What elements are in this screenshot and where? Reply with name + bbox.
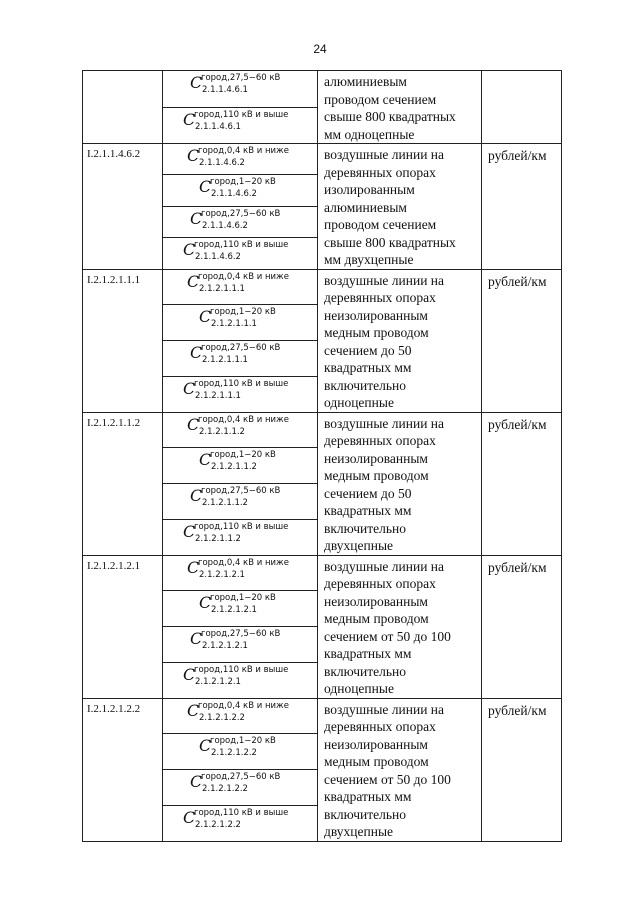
tariff-symbol: [163, 413, 317, 441]
tariff-symbol-cell: [163, 71, 318, 108]
tariff-symbol-cell: [163, 591, 318, 627]
description-line: одноцепные: [324, 395, 394, 410]
symbol-subscript: 2.1.2.1.2.2: [211, 748, 257, 759]
row-unit: [482, 71, 562, 144]
description-line: медным проводом: [324, 754, 429, 769]
symbol-subscript: 2.1.2.1.2.1: [199, 569, 245, 580]
symbol-subscript: 2.1.1.4.6.2: [195, 252, 241, 263]
tariff-symbol: [163, 484, 317, 512]
row-description: [318, 698, 482, 841]
description-line: деревянных опорах: [324, 433, 436, 448]
tariff-symbol: [163, 377, 317, 405]
description-line: сечением до 50: [324, 485, 412, 501]
description-line: деревянных опорах: [324, 719, 436, 734]
tariff-symbol-cell: [163, 519, 318, 555]
tariff-symbol-cell: [163, 206, 318, 237]
symbol-letter: C: [199, 593, 212, 613]
tariff-symbol-cell: [163, 269, 318, 305]
symbol-superscript: город,1−20 кВ: [210, 736, 276, 747]
tariff-symbol: [163, 238, 317, 266]
description-line: квадратных мм: [324, 789, 412, 804]
symbol-letter: C: [190, 73, 203, 92]
row-unit: рублей/км: [482, 555, 562, 698]
description-line: включительно: [324, 377, 407, 393]
description-line: одноцепные: [324, 681, 394, 696]
row-code: I.2.1.2.1.2.1: [83, 555, 163, 698]
symbol-superscript: город,1−20 кВ: [210, 307, 276, 318]
tariff-symbol-cell: [163, 484, 318, 520]
symbol-subscript: 2.1.2.1.2.2: [199, 712, 245, 723]
tariff-symbol-cell: [163, 376, 318, 412]
symbol-letter: C: [187, 557, 200, 577]
symbol-letter: C: [183, 378, 196, 398]
symbol-superscript: город,110 кВ и выше: [194, 109, 289, 120]
tariff-symbol-cell: [163, 238, 318, 269]
symbol-superscript: город,0,4 кВ и ниже: [198, 557, 289, 568]
tariff-symbol-cell: [163, 144, 318, 175]
row-description: [318, 71, 482, 144]
symbol-subscript: 2.1.1.4.6.1: [195, 121, 241, 132]
tariff-table-body: [83, 71, 562, 842]
symbol-letter: C: [190, 772, 203, 791]
row-description: [318, 144, 482, 270]
tariff-symbol: [163, 556, 317, 584]
symbol-superscript: город,1−20 кВ: [210, 177, 276, 188]
description-line: включительно: [324, 663, 407, 679]
description-line: свыше 800 квадратных: [324, 109, 456, 124]
row-code: [83, 71, 163, 144]
description-line: мм одноцепные: [324, 126, 415, 142]
tariff-symbol: [163, 627, 317, 655]
symbol-superscript: город,27,5−60 кВ: [201, 629, 281, 639]
description-line: свыше 800 квадратных: [324, 234, 456, 250]
table-row: [83, 698, 562, 734]
tariff-symbol: [163, 108, 317, 136]
row-unit: рублей/км: [482, 412, 562, 555]
description-line: воздушные линии на: [324, 147, 445, 162]
symbol-subscript: 2.1.1.4.6.2: [211, 189, 257, 200]
description-line: деревянных опорах: [324, 290, 436, 305]
tariff-symbol-cell: [163, 555, 318, 591]
description-line: проводом сечением: [324, 91, 437, 107]
symbol-superscript: город,27,5−60 кВ: [201, 486, 281, 496]
tariff-symbol: [163, 520, 317, 548]
tariff-symbol: [163, 806, 317, 834]
tariff-table: [82, 70, 562, 842]
tariff-symbol-cell: [163, 770, 318, 806]
tariff-symbol-cell: [163, 662, 318, 698]
tariff-symbol-cell: [163, 734, 318, 770]
description-line: изолированным: [324, 182, 415, 197]
tariff-symbol: [163, 770, 317, 798]
tariff-symbol-cell: [163, 805, 318, 841]
tariff-symbol: [163, 663, 317, 691]
description-line: включительно: [324, 806, 407, 822]
symbol-subscript: 2.1.2.1.1.2: [202, 498, 248, 508]
description-line: квадратных мм: [324, 646, 412, 661]
symbol-letter: C: [183, 664, 196, 684]
tariff-symbol: [163, 448, 317, 476]
table-row: [83, 144, 562, 175]
description-line: медным проводом: [324, 611, 429, 626]
symbol-subscript: 2.1.2.1.1.1: [211, 319, 257, 330]
description-line: медным проводом: [324, 325, 429, 340]
row-code: I.2.1.2.1.1.2: [83, 412, 163, 555]
page-number: 24: [313, 42, 327, 56]
tariff-symbol-cell: [163, 341, 318, 377]
description-line: проводом сечением: [324, 217, 437, 232]
symbol-subscript: 2.1.1.4.6.2: [199, 158, 245, 168]
symbol-superscript: город,27,5−60 кВ: [201, 772, 281, 782]
symbol-letter: C: [183, 109, 196, 129]
tariff-symbol: [163, 591, 317, 619]
tariff-symbol-cell: [163, 627, 318, 663]
symbol-subscript: 2.1.2.1.2.1: [211, 605, 257, 616]
symbol-subscript: 2.1.2.1.1.1: [202, 355, 248, 365]
tariff-symbol: [163, 270, 317, 298]
row-unit: рублей/км: [482, 269, 562, 412]
table-row: [83, 71, 562, 108]
description-line: сечением от 50 до 100: [324, 771, 451, 787]
symbol-superscript: город,1−20 кВ: [210, 450, 276, 461]
description-line: неизолированным: [324, 593, 428, 609]
description-line: двухцепные: [324, 538, 394, 553]
row-description: [318, 555, 482, 698]
tariff-symbol: [163, 175, 317, 203]
description-line: сечением от 50 до 100: [324, 628, 451, 644]
tariff-symbol-cell: [163, 175, 318, 206]
tariff-symbol: [163, 144, 317, 172]
table-row: [83, 412, 562, 448]
symbol-letter: C: [199, 736, 212, 756]
description-line: воздушные линии на: [324, 415, 445, 431]
tariff-symbol-cell: [163, 448, 318, 484]
symbol-subscript: 2.1.1.4.6.1: [202, 85, 248, 95]
symbol-letter: C: [183, 807, 196, 827]
description-line: воздушные линии на: [324, 272, 445, 288]
symbol-subscript: 2.1.2.1.1.2: [211, 462, 257, 473]
tariff-symbol-cell: [163, 107, 318, 144]
symbol-superscript: город,110 кВ и выше: [194, 521, 289, 532]
symbol-superscript: город,0,4 кВ и ниже: [198, 414, 289, 425]
row-description: [318, 269, 482, 412]
symbol-superscript: город,27,5−60 кВ: [201, 73, 281, 83]
symbol-letter: C: [190, 629, 203, 648]
description-line: неизолированным: [324, 450, 428, 466]
description-line: деревянных опорах: [324, 576, 436, 591]
symbol-letter: C: [187, 414, 200, 434]
symbol-superscript: город,0,4 кВ и ниже: [198, 271, 289, 282]
symbol-superscript: город,110 кВ и выше: [194, 807, 289, 818]
symbol-letter: C: [183, 240, 196, 260]
description-line: неизолированным: [324, 307, 428, 323]
tariff-symbol: [163, 341, 317, 369]
symbol-letter: C: [190, 486, 203, 505]
description-line: воздушные линии на: [324, 558, 445, 574]
tariff-symbol: [163, 734, 317, 762]
symbol-subscript: 2.1.2.1.1.1: [199, 283, 245, 294]
symbol-subscript: 2.1.2.1.1.1: [195, 390, 241, 401]
symbol-superscript: город,27,5−60 кВ: [201, 343, 281, 353]
symbol-subscript: 2.1.1.4.6.2: [202, 220, 248, 231]
description-line: включительно: [324, 520, 407, 536]
symbol-superscript: город,110 кВ и выше: [194, 664, 289, 675]
tariff-symbol-cell: [163, 698, 318, 734]
symbol-superscript: город,0,4 кВ и ниже: [198, 146, 289, 156]
symbol-letter: C: [190, 343, 203, 362]
symbol-superscript: город,110 кВ и выше: [194, 378, 289, 389]
description-line: воздушные линии на: [324, 701, 445, 717]
description-line: двухцепные: [324, 824, 394, 839]
tariff-symbol: [163, 71, 317, 99]
symbol-superscript: город,27,5−60 кВ: [201, 208, 281, 219]
row-description: [318, 412, 482, 555]
tariff-symbol: [163, 305, 317, 333]
symbol-subscript: 2.1.2.1.2.1: [195, 676, 241, 687]
description-line: квадратных мм: [324, 503, 412, 518]
row-code: I.2.1.2.1.2.2: [83, 698, 163, 841]
symbol-subscript: 2.1.2.1.2.2: [202, 784, 248, 794]
description-line: неизолированным: [324, 736, 428, 752]
description-line: квадратных мм: [324, 360, 412, 375]
symbol-letter: C: [199, 450, 212, 470]
symbol-letter: C: [187, 146, 200, 165]
table-row: [83, 555, 562, 591]
tariff-symbol-cell: [163, 305, 318, 341]
description-line: мм двухцепные: [324, 252, 414, 267]
description-line: медным проводом: [324, 468, 429, 483]
description-line: алюминиевым: [324, 74, 407, 89]
symbol-subscript: 2.1.2.1.1.2: [195, 533, 241, 544]
table-row: [83, 269, 562, 305]
tariff-symbol-cell: [163, 412, 318, 448]
symbol-letter: C: [199, 177, 212, 197]
description-line: алюминиевым: [324, 199, 407, 215]
row-code: I.2.1.1.4.6.2: [83, 144, 163, 270]
symbol-subscript: 2.1.2.1.1.2: [199, 426, 245, 437]
symbol-superscript: город,110 кВ и выше: [194, 240, 289, 251]
row-unit: рублей/км: [482, 698, 562, 841]
symbol-superscript: город,1−20 кВ: [210, 593, 276, 604]
description-line: сечением до 50: [324, 342, 412, 358]
symbol-letter: C: [183, 521, 196, 541]
symbol-letter: C: [187, 700, 200, 720]
symbol-letter: C: [190, 208, 203, 228]
symbol-letter: C: [199, 307, 212, 327]
symbol-subscript: 2.1.2.1.2.2: [195, 819, 241, 830]
symbol-subscript: 2.1.2.1.2.1: [202, 641, 248, 651]
tariff-symbol: [163, 207, 317, 235]
symbol-superscript: город,0,4 кВ и ниже: [198, 700, 289, 711]
row-unit: рублей/км: [482, 144, 562, 270]
symbol-letter: C: [187, 271, 200, 291]
row-code: I.2.1.2.1.1.1: [83, 269, 163, 412]
tariff-symbol: [163, 699, 317, 727]
description-line: деревянных опорах: [324, 164, 436, 180]
